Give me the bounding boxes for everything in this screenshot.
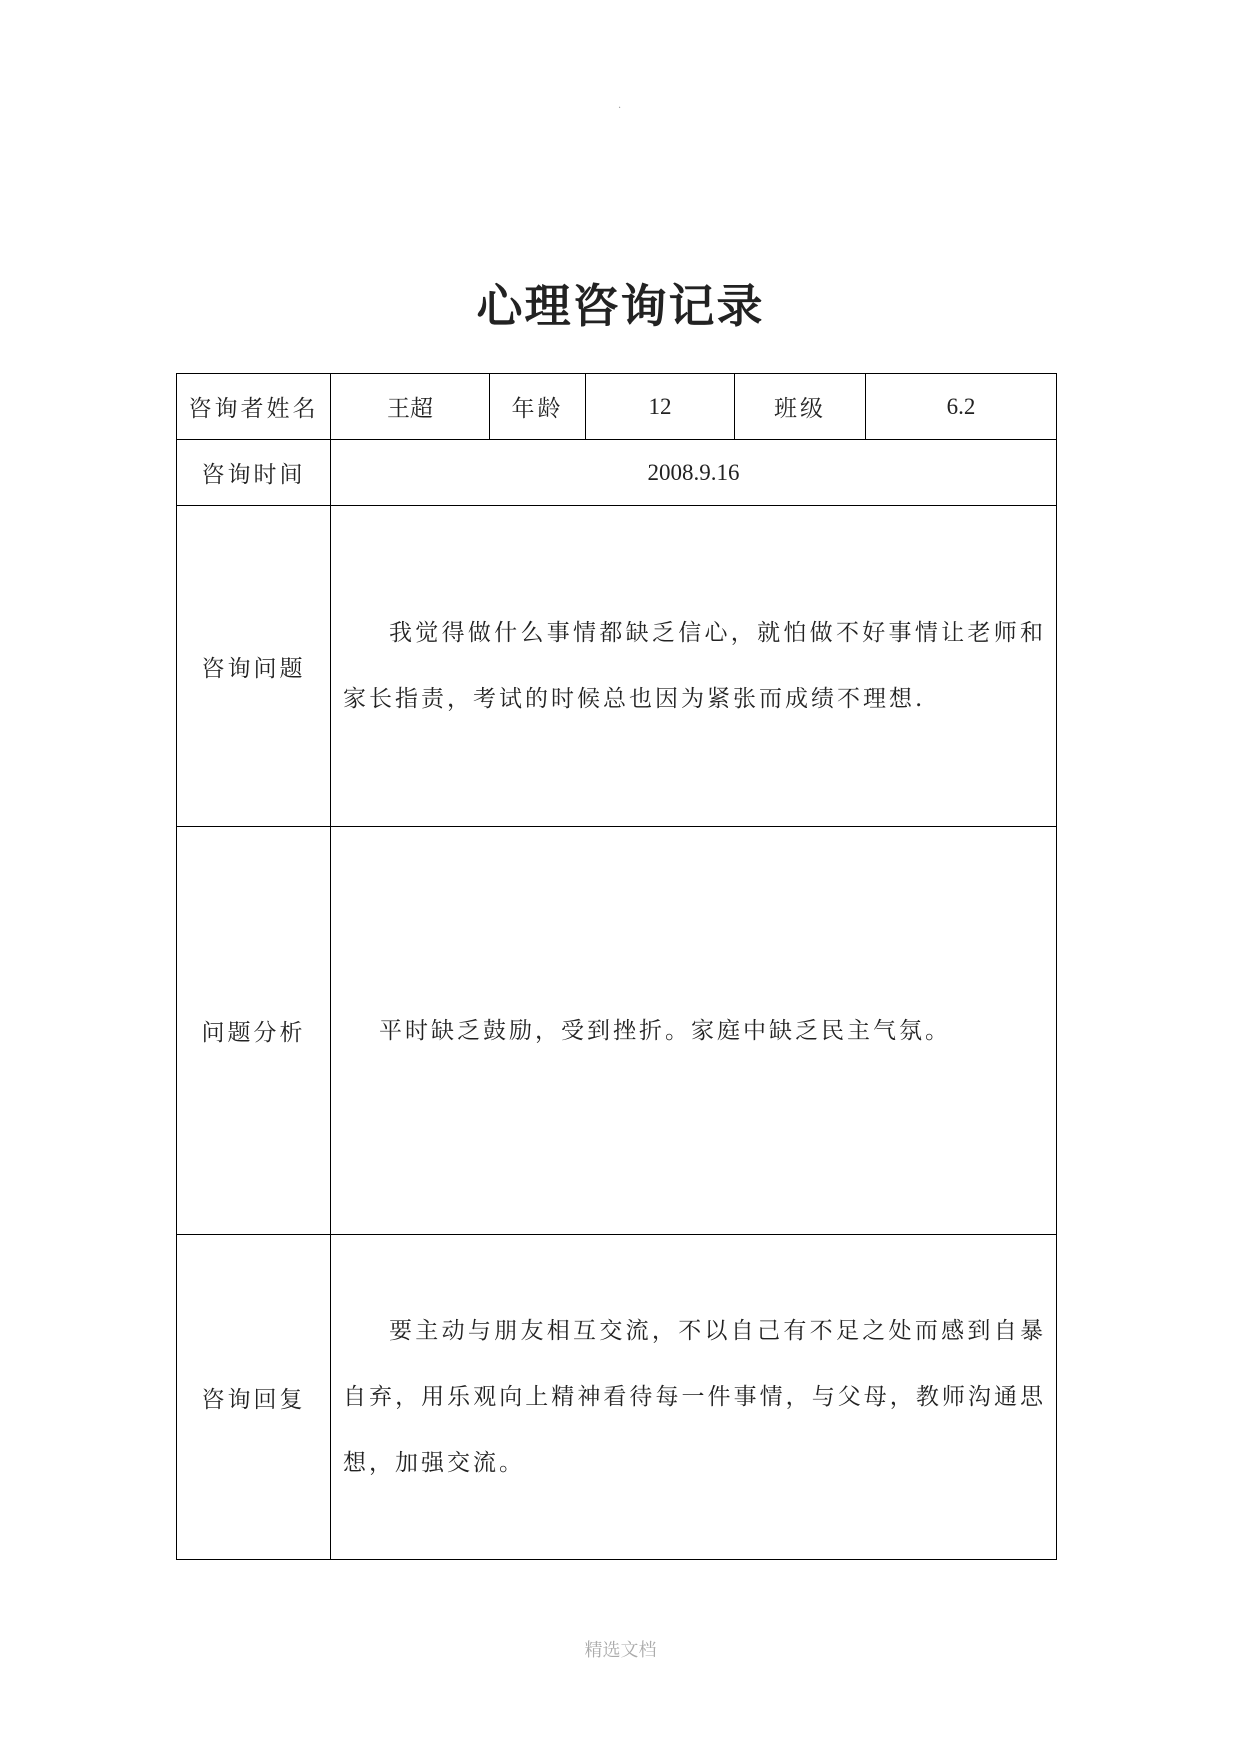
age-value: 12	[586, 374, 735, 440]
consultation-record-table	[176, 373, 1057, 1560]
page-title: 心理咨询记录	[476, 279, 765, 333]
reply-text: 要主动与朋友相互交流，不以自己有不足之处而感到自暴自弃，用乐观向上精神看待每一件事情，与父母，教师沟通思想，加强交流。	[343, 1318, 1046, 1476]
time-label: 咨询时间	[177, 440, 331, 506]
footer-text: 精选文档	[584, 1640, 657, 1661]
analysis-text: 平时缺乏鼓励，受到挫折。家庭中缺乏民主气氛。	[379, 1017, 951, 1044]
age-label: 年龄	[490, 374, 586, 440]
time-value: 2008.9.16	[331, 440, 1057, 506]
name-value: 王超	[331, 374, 490, 440]
reply-label: 咨询回复	[177, 1235, 331, 1560]
analysis-label: 问题分析	[177, 827, 331, 1235]
problem-row	[177, 506, 1057, 827]
name-label: 咨询者姓名	[177, 374, 331, 440]
analysis-row	[177, 827, 1057, 1235]
analysis-cell	[331, 827, 1057, 1235]
reply-row	[177, 1235, 1057, 1560]
class-value: 6.2	[866, 374, 1057, 440]
problem-text: 我觉得做什么事情都缺乏信心，就怕做不好事情让老师和家长指责，考试的时候总也因为紧张而成绩不理想.	[343, 620, 1046, 712]
basic-info-row	[177, 374, 1057, 440]
header-mark: .	[618, 100, 622, 111]
problem-cell	[331, 506, 1057, 827]
time-row	[177, 440, 1057, 506]
class-label: 班级	[735, 374, 866, 440]
problem-label: 咨询问题	[177, 506, 331, 827]
reply-cell	[331, 1235, 1057, 1560]
